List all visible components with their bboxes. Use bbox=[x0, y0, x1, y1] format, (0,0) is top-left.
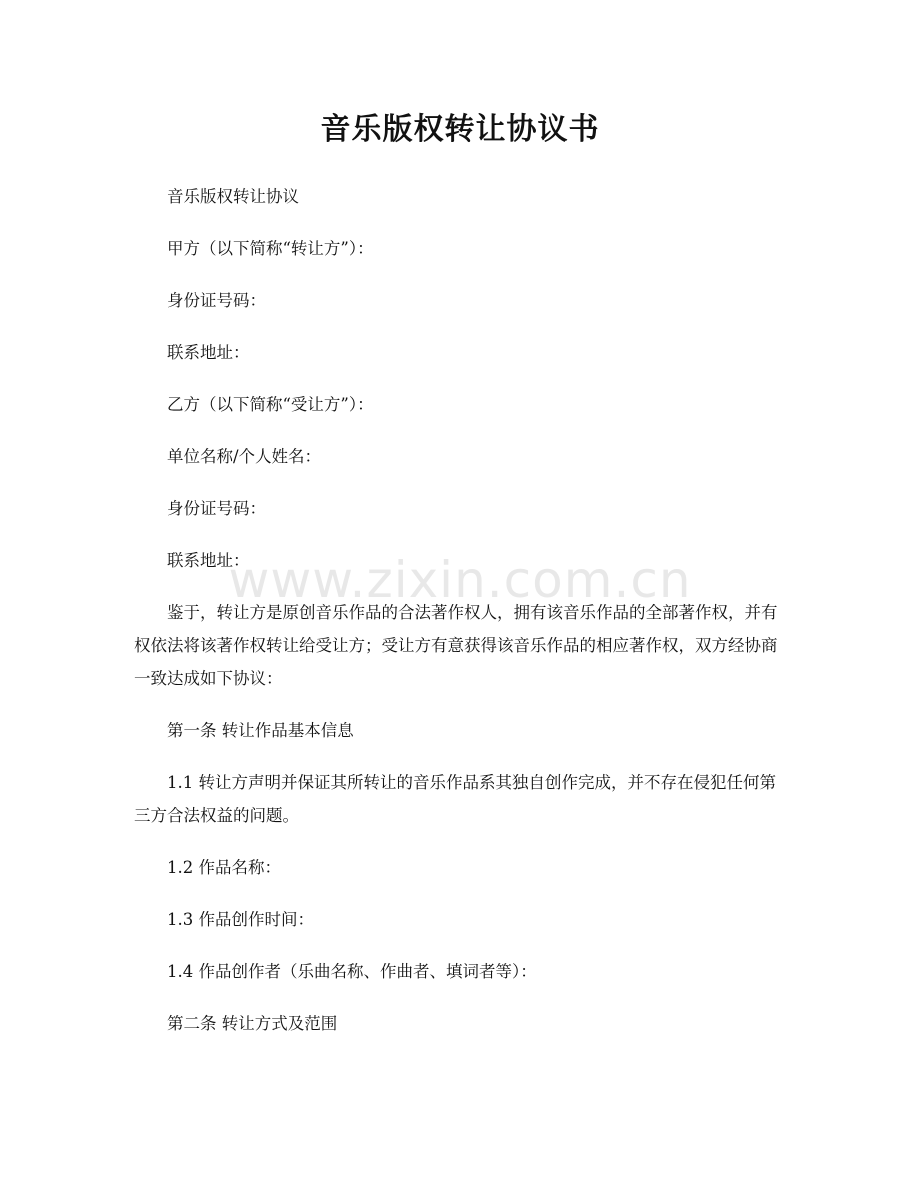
paragraph-preamble: 鉴于，转让方是原创音乐作品的合法著作权人，拥有该音乐作品的全部著作权，并有权依法将该著作权转让给受让方；受让方有意获得该音乐作品的相应著作权，双方经协商一致达成如下协议： bbox=[134, 603, 778, 688]
paragraph-clause-1-1: 1.1 转让方声明并保证其所转让的音乐作品系其独自创作完成，并不存在侵犯任何第三方合法权益的问题。 bbox=[134, 773, 776, 825]
document-body bbox=[134, 180, 786, 1059]
paragraph-party-a-id: 身份证号码： bbox=[167, 291, 266, 310]
paragraph-article-1-heading: 第一条 转让作品基本信息 bbox=[167, 721, 354, 740]
paragraph-clause-1-2: 1.2 作品名称： bbox=[167, 858, 281, 877]
paragraph-party-a-address: 联系地址： bbox=[167, 343, 250, 362]
paragraph-clause-1-3: 1.3 作品创作时间： bbox=[167, 910, 314, 929]
paragraph-party-b: 乙方（以下简称“受让方”）： bbox=[167, 395, 374, 414]
paragraph-clause-1-4: 1.4 作品创作者（乐曲名称、作曲者、填词者等）： bbox=[167, 962, 537, 981]
paragraph-agreement-name: 音乐版权转让协议 bbox=[167, 187, 299, 206]
paragraph-party-a: 甲方（以下简称“转让方”）： bbox=[167, 239, 374, 258]
paragraph-article-2-heading: 第二条 转让方式及范围 bbox=[167, 1014, 338, 1033]
paragraph-party-b-address: 联系地址： bbox=[167, 551, 250, 570]
paragraph-party-b-id: 身份证号码： bbox=[167, 499, 266, 518]
document-title: 音乐版权转让协议书 bbox=[320, 112, 600, 147]
paragraph-party-b-name: 单位名称/个人姓名： bbox=[167, 447, 322, 466]
watermark-text: www.zixin.com.cn bbox=[228, 551, 692, 609]
